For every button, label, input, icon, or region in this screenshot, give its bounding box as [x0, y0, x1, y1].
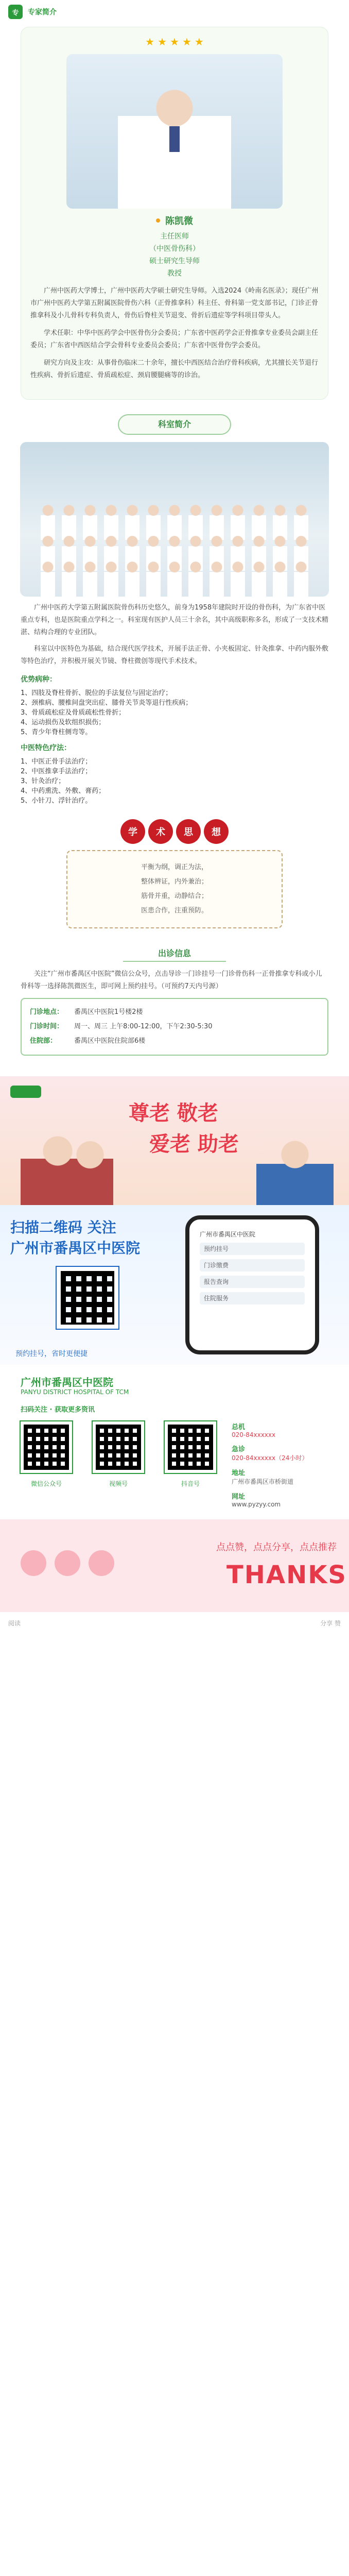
contact-value: 020-84xxxxxx（24小时）	[232, 1454, 308, 1462]
list-item: 2、中医推拿手法治疗；	[21, 768, 92, 775]
qr-code[interactable]	[165, 1421, 216, 1473]
visit-intro	[21, 968, 328, 993]
heart-icon	[21, 1550, 46, 1576]
contact-key: 总机	[232, 1423, 246, 1431]
contact-key: 地址	[232, 1469, 246, 1477]
scan-heading: 广州市番禺区中医院	[10, 1240, 141, 1257]
advantages-list	[21, 687, 328, 736]
seal-char: 学	[120, 819, 145, 844]
qr-code[interactable]	[57, 1267, 118, 1329]
hospital-logo	[10, 1086, 41, 1098]
visit-value: 周一、周三 上午8:00-12:00，下午2:30-5:30	[74, 1023, 213, 1030]
phone-menu-item: 报告查询	[200, 1276, 305, 1288]
phone-menu-item: 预约挂号	[200, 1243, 305, 1255]
phone-title: 广州市番禺区中医院	[200, 1231, 256, 1238]
list-item: 5、小针刀、浮针治疗。	[21, 797, 92, 805]
hospital-name-en: PANYU DISTRICT HOSPITAL OF TCM	[21, 1388, 129, 1396]
role-line: 硕士研究生导师	[149, 257, 200, 265]
expert-name: 陈凯微	[165, 216, 193, 227]
dept-text	[21, 602, 328, 805]
expert-bio	[30, 285, 319, 382]
thanks-footer	[0, 1519, 349, 1612]
rating-stars	[30, 36, 319, 48]
seal-char: 想	[204, 819, 229, 844]
doctor-tie	[169, 126, 180, 152]
visit-intro-text: 关注“广州市番禺区中医院”微信公众号，点击导诊一门诊挂号一门诊骨伤科一正骨推拿专科或小儿骨科等一选择陈凯微医生，即可网上预约挂号。（可预约7天内号源）	[21, 970, 322, 990]
phone-menu-item: 门诊缴费	[200, 1259, 305, 1272]
thanks-word: THANKS	[226, 1561, 347, 1589]
contact-key: 网址	[232, 1493, 246, 1501]
visit-row	[30, 1034, 319, 1048]
visit-key: 住院部：	[30, 1037, 57, 1045]
expert-roles	[30, 230, 319, 280]
seal-char: 术	[148, 819, 173, 844]
visit-value: 番禺区中医院住院部6楼	[74, 1037, 146, 1045]
visit-title: 出诊信息	[123, 947, 226, 962]
scan-follow-section	[0, 1205, 349, 1365]
footer-icons	[21, 1550, 114, 1576]
dept-title: 科室简介	[118, 414, 231, 435]
star-icon: ★	[145, 36, 155, 48]
star-icon: ★	[170, 36, 179, 48]
dept-paragraph: 科室以中医特色为基础，结合现代医学技术，开展手法正骨、小夹板固定、针灸推拿、中药内服外敷等特色治疗，并积极开展关节镜、脊柱微创等现代手术技术。	[21, 645, 329, 665]
motto-box	[66, 850, 283, 928]
bio-paragraph: 研究方向及主攻：从事骨伤临床二十余年，擅长中西医结合治疗骨科疾病，尤其擅长关节退行性疾病、骨折后遗症、骨质疏松症、颈肩腰腿痛等的诊治。	[30, 359, 319, 379]
contact-info	[232, 1416, 340, 1508]
motto-seals	[108, 819, 241, 845]
scan-footnote: 预约挂号，省时更便捷	[15, 1350, 88, 1358]
contact-value[interactable]: www.pyzyy.com	[232, 1501, 281, 1508]
contact-key: 急诊	[232, 1446, 246, 1453]
follow-tagline: 扫码关注 · 获取更多资讯	[21, 1406, 95, 1414]
bio-paragraph: 广州中医药大学博士，广州中医药大学硕士研究生导师。入选2024《岭南名医录》；现任广州市广州中医药大学第五附属医院骨伤六科（正骨推拿科）科主任、骨科第一党支部书记，门诊正骨推拿科及小儿骨科专科负责人，骨伤后脊柱关节退变、骨折后遗症等学科项目带头人。	[30, 287, 319, 319]
contact-value: 020-84xxxxxx	[232, 1431, 276, 1438]
bio-paragraph: 学术任职：中华中医药学会中医骨伤分会委员；广东省中医药学会正骨推拿专业委员会副主任委员；广东省中西医结合学会骨科专业委员会委员；广东省中医骨伤学会委员。	[30, 329, 319, 349]
list-item: 3、针灸治疗；	[21, 777, 65, 785]
section-badge: 专	[8, 5, 23, 19]
expert-card	[21, 27, 328, 400]
list-item: 4、运动损伤及软组织损伤；	[21, 719, 106, 726]
contact-section	[0, 1365, 349, 1519]
expert-name-row	[30, 214, 319, 227]
contact-value: 广州市番禺区市桥街道	[232, 1478, 294, 1485]
banner-line: 尊老 敬老	[129, 1101, 218, 1125]
visit-key: 门诊地点：	[30, 1008, 64, 1016]
dept-paragraph: 广州中医药大学第五附属医院骨伤科历史悠久，前身为1958年建院时开设的骨伤科，为广东省中医重点专科，也是医院重点学科之一。科室现有医护人员三十余名，其中高级职称多名，形成了一支技术精湛、结构合理的专业团队。	[21, 604, 329, 636]
list-item: 1、四肢及脊柱骨折、脱位的手法复位与固定治疗；	[21, 689, 172, 697]
qr-code[interactable]	[93, 1421, 144, 1473]
star-icon: ★	[194, 36, 204, 48]
list-item: 2、颈椎病、腰椎间盘突出症、膝骨关节炎等退行性疾病；	[21, 699, 193, 707]
staff-row	[41, 561, 308, 597]
role-line: （中医骨伤科）	[149, 245, 200, 253]
scan-heading: 扫描二维码 关注	[10, 1219, 116, 1236]
star-icon: ★	[158, 36, 167, 48]
star-icon: ★	[182, 36, 191, 48]
visit-row	[30, 1005, 319, 1020]
role-line: 主任医师	[160, 232, 189, 241]
thanks-line: 点点赞，点点分享，点点推荐	[216, 1542, 337, 1553]
bullet-dot	[156, 218, 160, 223]
share-like-actions[interactable]: 分享 赞	[320, 1619, 341, 1627]
list-item: 3、骨质疏松症及骨质疏松性骨折；	[21, 709, 126, 717]
visit-row	[30, 1020, 319, 1034]
like-icon	[89, 1550, 114, 1576]
specials-list	[21, 756, 328, 805]
read-count: 阅读	[8, 1619, 21, 1627]
phone-menu-item: 住院服务	[200, 1292, 305, 1304]
motto-line: 筋骨并重，动静结合；	[141, 892, 208, 900]
share-icon	[55, 1550, 80, 1576]
phone-mockup	[185, 1215, 319, 1354]
banner-line: 爱老 助老	[149, 1132, 239, 1156]
hospital-name: 广州市番禺区中医院	[21, 1376, 113, 1388]
visit-key: 门诊时间：	[30, 1023, 64, 1030]
seal-char: 思	[176, 819, 201, 844]
role-line: 教授	[167, 269, 182, 278]
motto-line: 医患合作，注重预防。	[141, 907, 208, 914]
advantages-title: 优势病种：	[21, 675, 57, 684]
motto-line: 整体辨证，内外兼治；	[141, 878, 208, 886]
elders-illustration	[21, 1128, 113, 1205]
qr-caption: 抖音号	[181, 1480, 200, 1487]
motto-line: 平衡为纲，调正为法，	[141, 863, 208, 871]
bottom-bar	[0, 1612, 349, 1634]
specials-title: 中医特色疗法：	[21, 744, 71, 752]
qr-code[interactable]	[21, 1421, 72, 1473]
qr-caption: 微信公众号	[30, 1480, 62, 1487]
elder-illustration	[256, 1133, 334, 1205]
visit-table	[21, 998, 328, 1056]
respect-elders-banner	[0, 1076, 349, 1205]
visit-value: 番禺区中医院1号楼2楼	[74, 1008, 143, 1016]
section-header	[0, 0, 349, 24]
section-title: 专家简介	[28, 8, 57, 16]
list-item: 4、中药熏洗、外敷、膏药；	[21, 787, 106, 795]
list-item: 1、中医正骨手法治疗；	[21, 758, 92, 766]
list-item: 5、青少年脊柱侧弯等。	[21, 728, 92, 736]
dept-group-photo	[20, 442, 329, 597]
expert-photo	[66, 54, 283, 209]
qr-caption: 视频号	[109, 1480, 128, 1487]
